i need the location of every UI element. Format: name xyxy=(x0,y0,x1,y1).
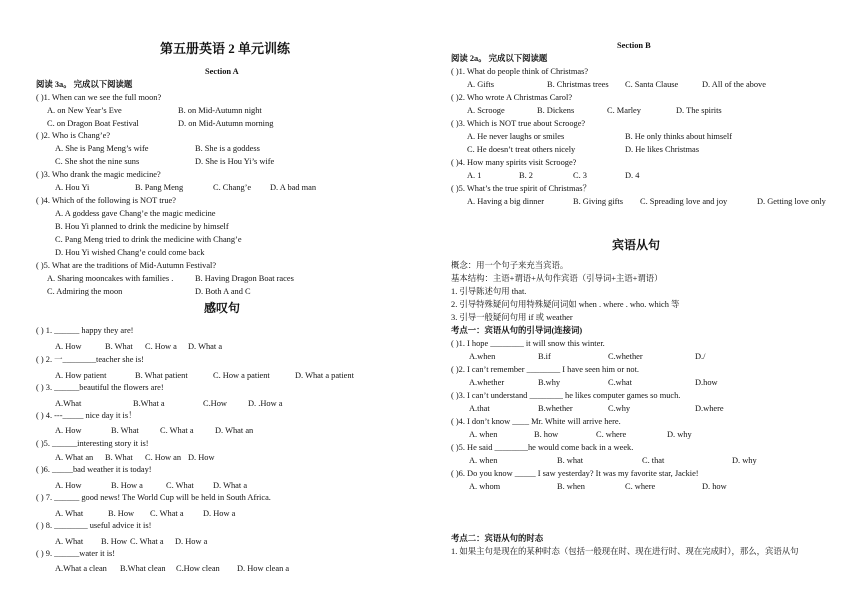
q2-option-b: B. She is a goddess xyxy=(195,144,260,153)
key-point-question-3: ( )3. I can’t understand ________ he likes computer games so much. xyxy=(451,391,681,400)
k5-option-a: A. when xyxy=(469,456,498,465)
q5-option-d: D. Both A and C xyxy=(195,287,251,296)
section-b-heading: Section B xyxy=(617,41,651,50)
question-4: ( )4. Which of the following is NOT true? xyxy=(36,196,176,205)
q1-option-a: A. on New Year’s Eve xyxy=(47,106,122,115)
exclamation-question-8: ( ) 8. ________ useful advice it is! xyxy=(36,521,152,530)
k1-option-c: C.whether xyxy=(608,352,643,361)
r4-option-a: A. 1 xyxy=(467,171,482,180)
q4-option-a: A. A goddess gave Chang’e the magic medicine xyxy=(55,209,216,218)
q3-option-b: B. Pang Meng xyxy=(135,183,184,192)
question-3: ( )3. Who drank the magic medicine? xyxy=(36,170,161,179)
r1-option-d: D. All of the above xyxy=(702,80,766,89)
k5-option-d: D. why xyxy=(732,456,757,465)
r2-option-a: A. Scrooge xyxy=(467,106,505,115)
e1-option-c: C. How a xyxy=(145,342,177,351)
k2-option-d: D.how xyxy=(695,378,718,387)
r5-option-d: D. Getting love only xyxy=(757,197,826,206)
k1-option-b: B.if xyxy=(538,352,551,361)
e2-option-a: A. How patient xyxy=(55,371,107,380)
exclamation-heading: 感叹句 xyxy=(204,301,241,315)
k4-option-a: A. when xyxy=(469,430,498,439)
q5-option-b: B. Having Dragon Boat races xyxy=(195,274,294,283)
k2-option-c: C.what xyxy=(608,378,632,387)
e6-option-b: B. How a xyxy=(111,481,143,490)
e7-option-b: B. How xyxy=(108,509,135,518)
reading-2a-instruction: 阅读 2a。 完成以下阅读题 xyxy=(451,54,548,63)
r1-option-a: A. Gifts xyxy=(467,80,494,89)
k6-option-d: D. how xyxy=(702,482,727,491)
r3-option-d: D. He likes Christmas xyxy=(625,145,699,154)
e9-option-b: B.What clean xyxy=(120,564,166,573)
section-b-question-5: ( )5. What’s the true spirit of Christmas？ xyxy=(451,184,591,193)
page-title: 第五册英语 2 单元训练 xyxy=(160,41,291,56)
e1-option-b: B. What xyxy=(105,342,133,351)
key-point-question-4: ( )4. I don’t know ____ Mr. White will arrive here. xyxy=(451,417,621,426)
e6-option-a: A. How xyxy=(55,481,82,490)
e7-option-a: A. What xyxy=(55,509,84,518)
exclamation-question-2: ( ) 2. 一________teacher she is! xyxy=(36,355,144,364)
section-a-heading: Section A xyxy=(205,67,239,76)
q4-option-b: B. Hou Yi planned to drink the medicine by himself xyxy=(55,222,229,231)
key-point-1-heading: 考点一：宾语从句的引导词(连接词) xyxy=(451,326,583,335)
q3-option-a: A. Hou Yi xyxy=(55,183,90,192)
q4-option-c: C. Pang Meng tried to drink the medicine with Chang’e xyxy=(55,235,242,244)
rule-3: 3. 引导一般疑问句用 if 或 weather xyxy=(451,313,573,322)
k5-option-b: B. what xyxy=(557,456,584,465)
e2-option-c: C. How a patient xyxy=(213,371,270,380)
q1-option-c: C. on Dragon Boat Festival xyxy=(47,119,139,128)
section-b-question-2: ( )2. Who wrote A Christmas Carol? xyxy=(451,93,573,102)
e8-option-d: D. How a xyxy=(175,537,208,546)
k6-option-a: A. whom xyxy=(469,482,501,491)
r5-option-b: B. Giving gifts xyxy=(573,197,624,206)
e2-option-d: D. What a patient xyxy=(295,371,354,380)
q4-option-d: D. Hou Yi wished Chang’e could come back xyxy=(55,248,205,257)
e5-option-d: D. How xyxy=(188,453,215,462)
k4-option-d: D. why xyxy=(667,430,692,439)
q1-option-d: D. on Mid-Autumn morning xyxy=(178,119,274,128)
r5-option-c: C. Spreading love and joy xyxy=(640,197,728,206)
k2-option-a: A.whether xyxy=(469,378,505,387)
rule-1: 1. 引导陈述句用 that. xyxy=(451,287,527,296)
r1-option-c: C. Santa Clause xyxy=(625,80,679,89)
object-clause-heading: 宾语从句 xyxy=(612,238,661,252)
k2-option-b: B.why xyxy=(538,378,561,387)
key-point-question-2: ( )2. I can’t remember ________ I have seen him or not. xyxy=(451,365,639,374)
e8-option-a: A. What xyxy=(55,537,84,546)
e8-option-b: B. How xyxy=(101,537,128,546)
e9-option-d: D. How clean a xyxy=(237,564,290,573)
e4-option-c: C. What a xyxy=(160,426,194,435)
r1-option-b: B. Christmas trees xyxy=(547,80,609,89)
r4-option-c: C. 3 xyxy=(573,171,587,180)
r3-option-b: B. He only thinks about himself xyxy=(625,132,733,141)
e3-option-c: C.How xyxy=(203,399,227,408)
e3-option-b: B.What a xyxy=(133,399,165,408)
q2-option-c: C. She shot the nine suns xyxy=(55,157,140,166)
e4-option-d: D. What an xyxy=(215,426,254,435)
question-1: ( )1. When can we see the full moon? xyxy=(36,93,162,102)
k3-option-b: B.whether xyxy=(538,404,573,413)
k6-option-b: B. when xyxy=(557,482,585,491)
exclamation-question-9: ( ) 9. ______water it is! xyxy=(36,549,116,558)
r4-option-b: B. 2 xyxy=(519,171,533,180)
k4-option-b: B. how xyxy=(534,430,559,439)
key-point-question-1: ( )1. I hope ________ it will snow this winter. xyxy=(451,339,605,348)
r3-option-a: A. He never laughs or smiles xyxy=(467,132,565,141)
exclamation-question-7: ( ) 7. ______ good news! The World Cup will be held in South Africa. xyxy=(36,493,271,502)
e4-option-a: A. How xyxy=(55,426,82,435)
q1-option-b: B. on Mid-Autumn night xyxy=(178,106,262,115)
question-2: ( )2. Who is Chang’e? xyxy=(36,131,111,140)
key-point-question-6: ( )6. Do you know _____ I saw yesterday? It was my favorite star, Jackie! xyxy=(451,469,699,478)
r4-option-d: D. 4 xyxy=(625,171,640,180)
q5-option-c: C. Admiring the moon xyxy=(47,287,123,296)
section-b-question-1: ( )1. What do people think of Christmas? xyxy=(451,67,589,76)
structure-text: 基本结构：主语+谓语+从句作宾语（引导词+主语+谓语） xyxy=(451,274,663,283)
q3-option-d: D. A bad man xyxy=(270,183,317,192)
reading-3a-instruction: 阅读 3a。 完成以下阅读题 xyxy=(36,80,133,89)
key-point-2-heading: 考点二：宾语从句的时态 xyxy=(451,534,544,543)
e1-option-d: D. What a xyxy=(188,342,223,351)
exclamation-question-5: ( )5. ______interesting story it is! xyxy=(36,439,149,448)
e1-option-a: A. How xyxy=(55,342,82,351)
r2-option-c: C. Marley xyxy=(607,106,641,115)
section-b-question-4: ( )4. How many spirits visit Scrooge? xyxy=(451,158,577,167)
e5-option-a: A. What an xyxy=(55,453,94,462)
k1-option-a: A.when xyxy=(469,352,496,361)
e7-option-d: D. How a xyxy=(203,509,236,518)
e4-option-b: B. What xyxy=(111,426,139,435)
e6-option-d: D. What a xyxy=(213,481,248,490)
e3-option-a: A.What xyxy=(55,399,82,408)
tense-rule-1: 1. 如果主句是现在的某种时态（包括一般现在时、现在进行时、现在完成时），那么，宾语从句 xyxy=(451,547,799,556)
q2-option-d: D. She is Hou Yi’s wife xyxy=(195,157,275,166)
r5-option-a: A. Having a big dinner xyxy=(467,197,544,206)
e3-option-d: D. .How a xyxy=(248,399,283,408)
concept-text: 概念：用一个句子来充当宾语。 xyxy=(451,261,569,270)
e6-option-c: C. What xyxy=(166,481,194,490)
e5-option-b: B. What xyxy=(105,453,133,462)
exclamation-question-4: ( ) 4. ---_____ nice day it is！ xyxy=(36,411,137,420)
k4-option-c: C. where xyxy=(596,430,627,439)
e7-option-c: C. What a xyxy=(150,509,184,518)
k6-option-c: C. where xyxy=(625,482,656,491)
question-5: ( )5. What are the traditions of Mid-Autumn Festival? xyxy=(36,261,217,270)
q3-option-c: C. Chang’e xyxy=(213,183,252,192)
q5-option-a: A. Sharing mooncakes with families . xyxy=(47,274,174,283)
e9-option-a: A.What a clean xyxy=(55,564,107,573)
k3-option-a: A.that xyxy=(469,404,490,413)
k3-option-c: C.why xyxy=(608,404,631,413)
r2-option-b: B. Dickens xyxy=(537,106,575,115)
exclamation-question-1: ( ) 1. ______ happy they are! xyxy=(36,326,134,335)
rule-2: 2. 引导特殊疑问句用特殊疑问词如 when . where . who. which 等 xyxy=(451,300,680,309)
q2-option-a: A. She is Pang Meng’s wife xyxy=(55,144,149,153)
k5-option-c: C. that xyxy=(642,456,665,465)
r3-option-c: C. He doesn’t treat others nicely xyxy=(467,145,576,154)
key-point-question-5: ( )5. He said ________he would come back in a week. xyxy=(451,443,634,452)
k3-option-d: D.where xyxy=(695,404,724,413)
section-b-question-3: ( )3. Which is NOT true about Scrooge? xyxy=(451,119,586,128)
e2-option-b: B. What patient xyxy=(135,371,188,380)
e9-option-c: C.How clean xyxy=(176,564,220,573)
e8-option-c: C. What a xyxy=(130,537,164,546)
r2-option-d: D. The spirits xyxy=(676,106,722,115)
k1-option-d: D./ xyxy=(695,352,706,361)
exclamation-question-3: ( ) 3. ______beautiful the flowers are! xyxy=(36,383,164,392)
e5-option-c: C. How an xyxy=(145,453,182,462)
exclamation-question-6: ( )6. _____bad weather it is today! xyxy=(36,465,152,474)
